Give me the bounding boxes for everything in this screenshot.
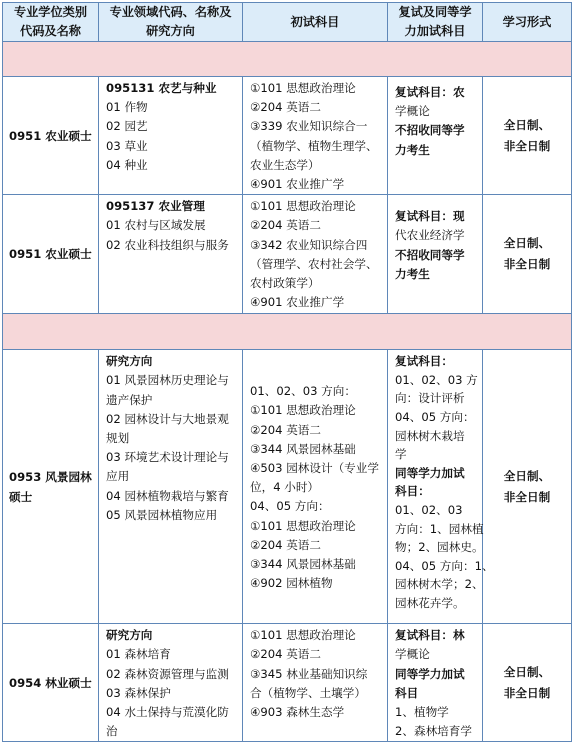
table-row xyxy=(3,624,572,742)
header-row xyxy=(3,3,572,42)
mode-cell: 全日制、 非全日制 xyxy=(483,77,572,195)
separator-band xyxy=(3,42,572,77)
table-row xyxy=(3,77,572,195)
category-cell: 0951 农业硕士 xyxy=(3,77,99,195)
field-cell: 095131 农艺与种业 01 作物 02 园艺 03 草业 04 种业 xyxy=(99,77,243,195)
header-category: 专业学位类别 代码及名称 xyxy=(3,3,99,42)
retest-cell: 复试科目：林 学概论 同等学力加试 科目 1、植物学 2、森林培育学 xyxy=(388,624,483,742)
field-cell: 研究方向 01 森林培育 02 森林资源管理与监测 03 森林保护 04 水土保持与荒漠化防 治 xyxy=(99,624,243,742)
exam-cell: ①101 思想政治理论 ②204 英语二 ③339 农业知识综合一 （植物学、植物生理学、 农业生态学） ④901 农业推广学 xyxy=(243,77,388,195)
retest-cell: 复试科目：现 代农业经济学 不招收同等学 力考生 xyxy=(388,195,483,314)
exam-cell: ①101 思想政治理论 ②204 英语二 ③345 林业基础知识综 合（植物学、土壤学） ④903 森林生态学 xyxy=(243,624,388,742)
header-field: 专业领域代码、名称及 研究方向 xyxy=(99,3,243,42)
mode-cell: 全日制、 非全日制 xyxy=(483,195,572,314)
category-cell: 0951 农业硕士 xyxy=(3,195,99,314)
category-cell: 0954 林业硕士 xyxy=(3,624,99,742)
exam-cell: ①101 思想政治理论 ②204 英语二 ③342 农业知识综合四 （管理学、农村社会学、 农村政策学） ④901 农业推广学 xyxy=(243,195,388,314)
exam-cell: 01、02、03 方向： ①101 思想政治理论 ②204 英语二 ③344 风景园林基础 ④503 园林设计（专业学 位，4 小时） 04、05 方向： ①101 思想政治理论 ②204 英语二 ③344 风景园林基础 ④902 园林植物 xyxy=(243,350,388,624)
separator-band xyxy=(3,314,572,350)
enrollment-table xyxy=(2,2,572,742)
field-cell: 研究方向 01 风景园林历史理论与 遗产保护 02 园林设计与大地景观 规划 03 环境艺术设计理论与 应用 04 园林植物栽培与繁育 05 风景园林植物应用 xyxy=(99,350,243,624)
table-row xyxy=(3,195,572,314)
mode-cell: 全日制、 非全日制 xyxy=(483,350,572,624)
retest-cell: 复试科目：农 学概论 不招收同等学 力考生 xyxy=(388,77,483,195)
mode-cell: 全日制、 非全日制 xyxy=(483,624,572,742)
header-retest: 复试及同等学 力加试科目 xyxy=(388,3,483,42)
category-cell: 0953 风景园林 硕士 xyxy=(3,350,99,624)
retest-cell: 复试科目： 01、02、03 方 向：设计评析 04、05 方向： 园林树木栽培 学 同等学力加试 科目： 01、02、03 方向：1、园林植 物；2、园林史。 04、05 方向：1、 园林树木学；2、 园林花卉学。 xyxy=(388,350,483,624)
header-mode: 学习形式 xyxy=(483,3,572,42)
table-row xyxy=(3,350,572,624)
field-cell: 095137 农业管理 01 农村与区域发展 02 农业科技组织与服务 xyxy=(99,195,243,314)
header-exam: 初试科目 xyxy=(243,3,388,42)
